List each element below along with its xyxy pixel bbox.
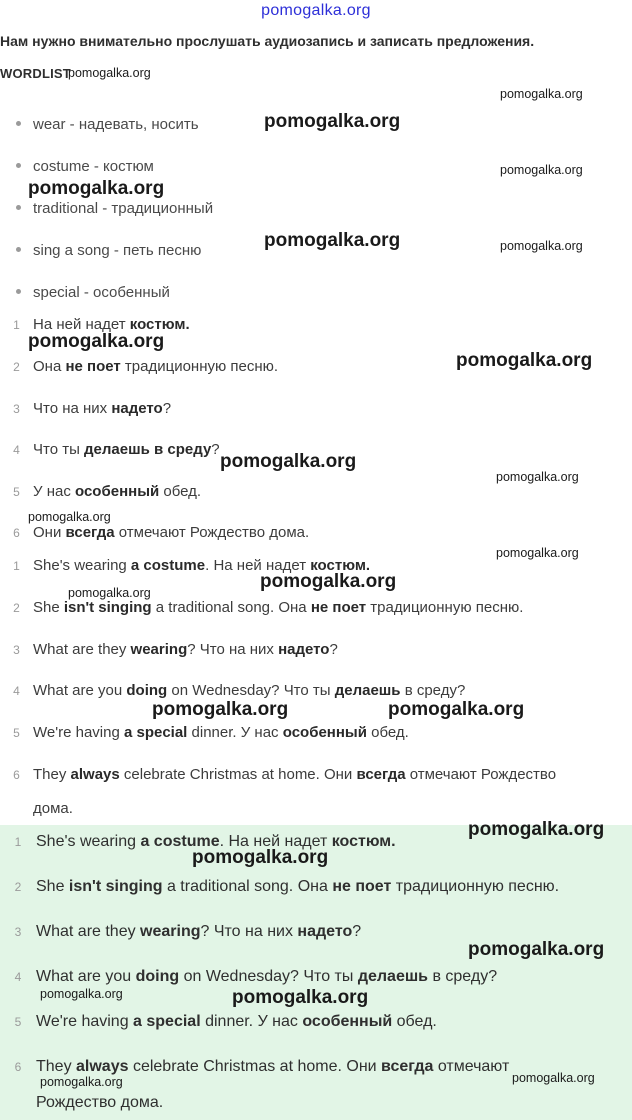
watermark: pomogalka.org [500,87,583,101]
russian-sentence: 4 Что ты делаешь в среду? [13,441,220,458]
watermark: pomogalka.org [192,847,329,868]
watermark: pomogalka.org [28,510,111,524]
answer-sentence: 5 We're having a special dinner. У нас особенный обед. [14,1013,437,1030]
watermark: pomogalka.org [28,178,165,199]
answer-sentence: 1 She's wearing a costume. На ней надет костюм. [14,833,396,850]
task-instruction: Нам нужно внимательно прослушать аудиозапись и записать предложения. [0,33,535,49]
russian-sentence: 2 Она не поет традиционную песню. [13,358,279,375]
watermark: pomogalka.org [500,163,583,177]
watermark: pomogalka.org [468,819,605,840]
answer-sentence: 2 She isn't singing a traditional song. Она не поет традиционную песню. [14,878,560,895]
bullet-icon [16,163,21,168]
wordlist-item: wear - надевать, носить [0,116,199,133]
bullet-icon [16,121,21,126]
watermark: pomogalka.org [264,111,401,132]
watermark: pomogalka.org [232,987,369,1008]
watermark: pomogalka.org [40,987,123,1001]
bilingual-sentence: 5 We're having a special dinner. У нас особенный обед. [13,724,409,741]
watermark: pomogalka.org [40,1075,123,1089]
answer-sentence: 6 They always celebrate Christmas at home. Они всегда отмечают [14,1058,510,1075]
russian-sentence: 3 Что на них надето? [13,400,172,417]
bilingual-sentence: 6 They always celebrate Christmas at home. Они всегда отмечают Рождество [13,766,557,783]
watermark: pomogalka.org [152,699,289,720]
bilingual-sentence: 3 What are they wearing? Что на них надето? [13,641,338,658]
russian-sentence: 6 Они всегда отмечают Рождество дома. [13,524,310,541]
header-watermark: pomogalka.org [261,2,371,19]
watermark: pomogalka.org [500,239,583,253]
bullet-icon [16,289,21,294]
russian-sentence: 1 На ней надет костюм. [13,316,190,333]
watermark: pomogalka.org [68,66,151,80]
answer-sentence: 3 What are they wearing? Что на них надето? [14,923,362,940]
watermark: pomogalka.org [496,546,579,560]
watermark: pomogalka.org [260,571,397,592]
watermark: pomogalka.org [264,230,401,251]
watermark: pomogalka.org [220,451,357,472]
answer-sentence-continuation: Рождество дома. [36,1094,164,1111]
bullet-icon [16,205,21,210]
russian-sentence: 5 У нас особенный обед. [13,483,202,500]
watermark: pomogalka.org [68,586,151,600]
wordlist-item: costume - костюм [0,158,154,175]
watermark: pomogalka.org [456,350,593,371]
bilingual-sentence: 1 She's wearing a costume. На ней надет костюм. [13,557,371,574]
wordlist-item: special - особенный [0,284,170,301]
wordlist-title: WORDLIST [0,66,71,81]
bullet-icon [16,247,21,252]
wordlist-item: traditional - традиционный [0,200,213,217]
bilingual-sentence-continuation: дома. [33,800,73,817]
watermark: pomogalka.org [28,331,165,352]
bilingual-sentence: 4 What are you doing on Wednesday? Что ты делаешь в среду? [13,682,466,699]
watermark: pomogalka.org [468,939,605,960]
answer-sentence: 4 What are you doing on Wednesday? Что ты делаешь в среду? [14,968,498,985]
wordlist-item: sing a song - петь песню [0,242,201,259]
watermark: pomogalka.org [388,699,525,720]
watermark: pomogalka.org [496,470,579,484]
watermark: pomogalka.org [512,1071,595,1085]
bilingual-sentence: 2 She isn't singing a traditional song. Она не поет традиционную песню. [13,599,524,616]
